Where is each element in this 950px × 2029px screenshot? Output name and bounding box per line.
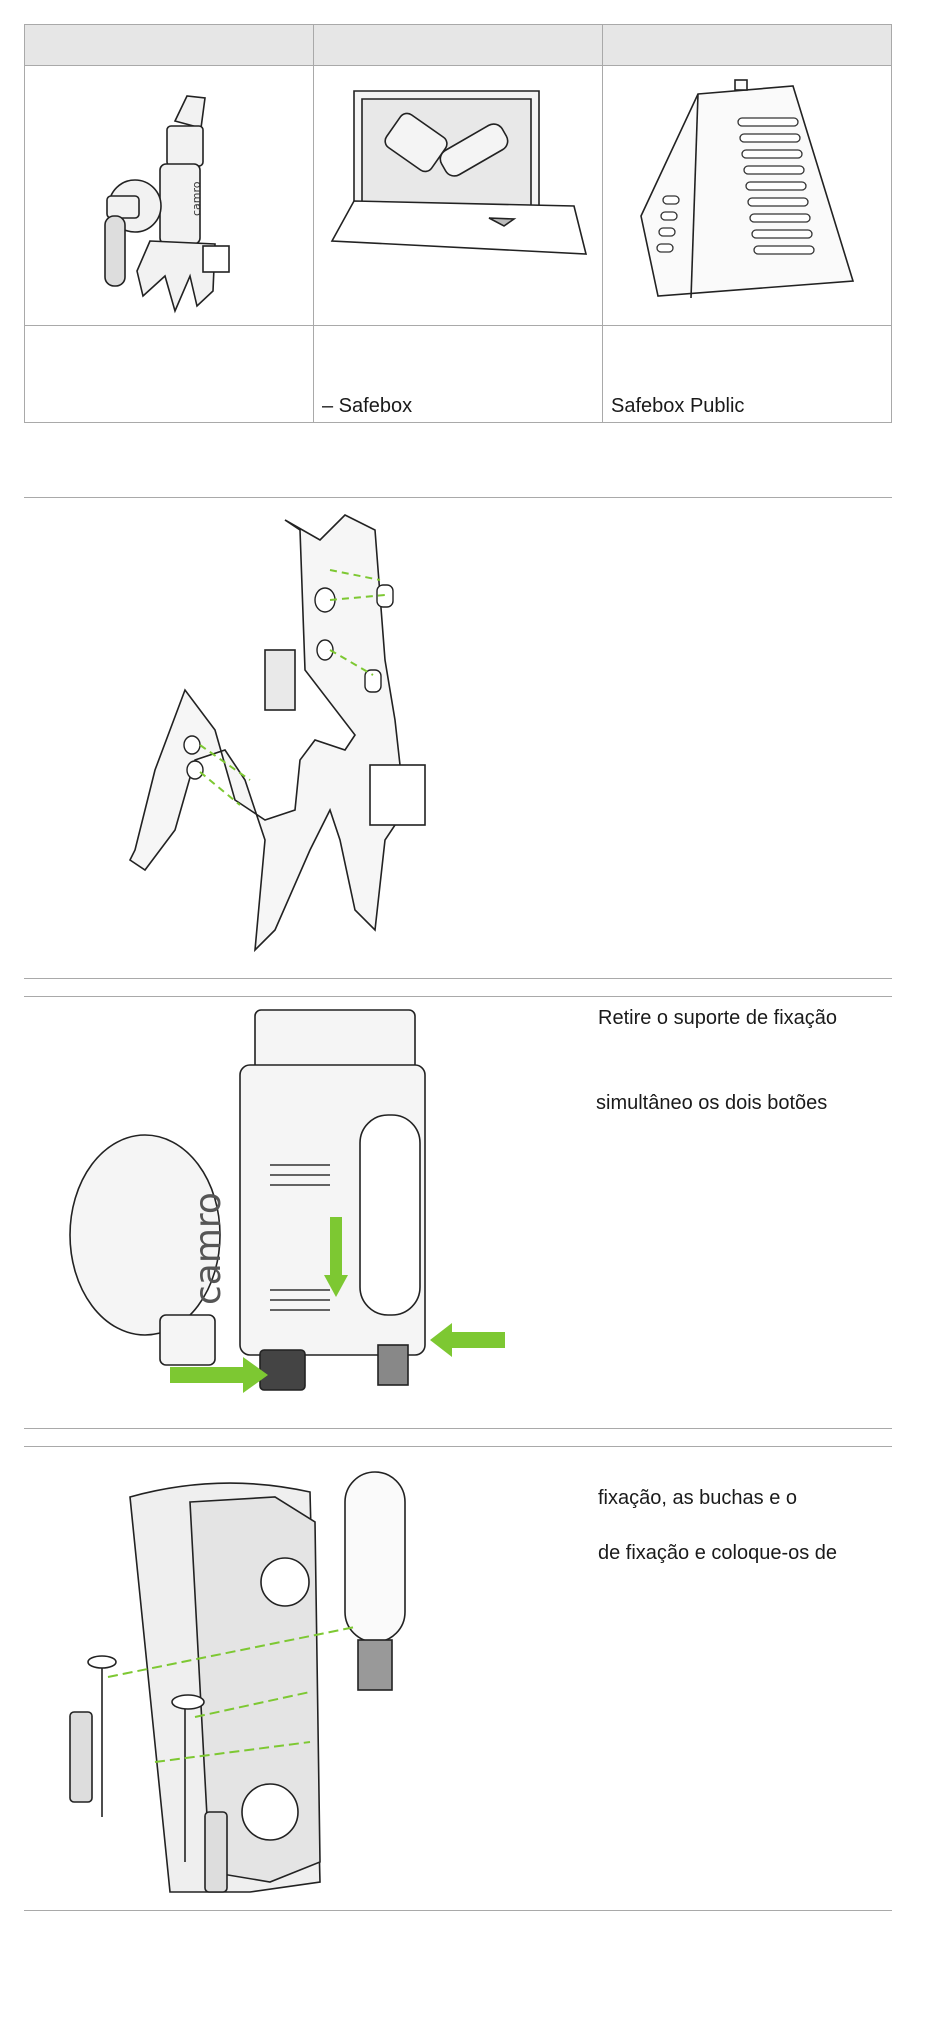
divider <box>24 996 892 997</box>
svg-text:camro: camro <box>188 1192 229 1305</box>
product-label: Safebox Public <box>611 395 745 417</box>
holder-release-buttons-illustration <box>60 1005 520 1425</box>
gripper-holder-illustration <box>25 66 314 325</box>
header-cell <box>314 25 603 66</box>
divider <box>24 497 892 498</box>
product-label: – Safebox <box>322 395 413 417</box>
divider <box>24 978 892 979</box>
wall-mount-screws-illustration <box>60 1462 520 1902</box>
safebox-open-illustration <box>314 66 603 325</box>
header-cell <box>603 25 892 66</box>
safebox-public-cover-illustration <box>603 66 892 325</box>
divider <box>24 1446 892 1447</box>
svg-text:camro: camro <box>190 181 203 216</box>
product-label <box>25 418 313 422</box>
table-label-row <box>25 326 892 423</box>
divider <box>24 1428 892 1429</box>
table-header-row <box>25 25 892 66</box>
divider <box>24 1910 892 1911</box>
products-table <box>24 24 892 423</box>
bracket-assembly-exploded-illustration <box>115 510 495 960</box>
table-image-row <box>25 66 892 326</box>
instruction-text: de fixação e coloque-os de <box>598 1542 838 1564</box>
instruction-text: fixação, as buchas e o <box>598 1487 798 1509</box>
instruction-text: simultâneo os dois botões <box>596 1092 828 1114</box>
header-cell <box>25 25 314 66</box>
instruction-text: Retire o suporte de fixação <box>598 1007 838 1029</box>
